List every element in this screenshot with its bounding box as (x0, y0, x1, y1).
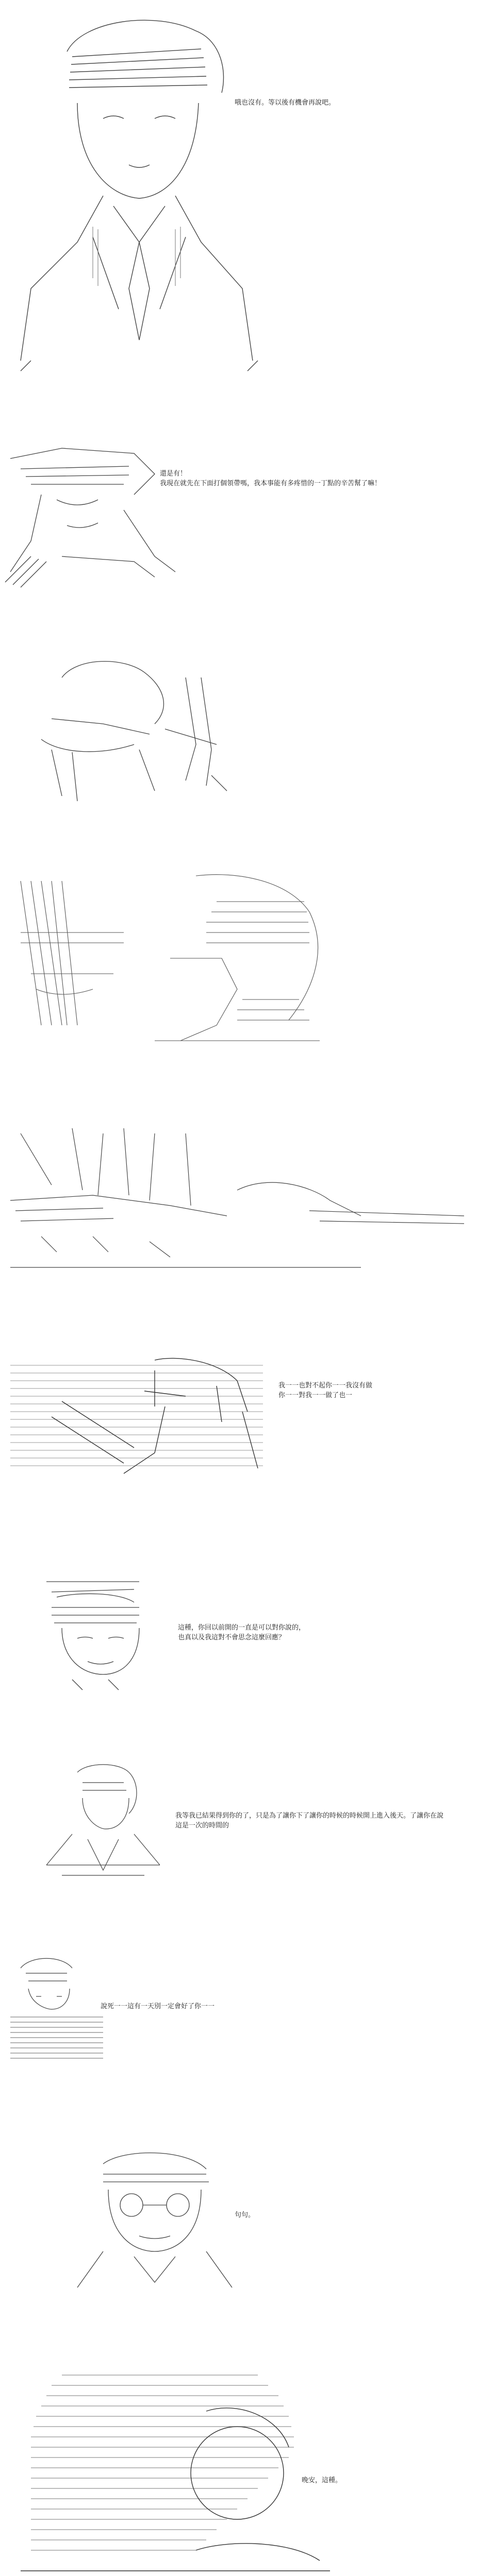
dialogue-caption-6 (278, 1381, 372, 1400)
panel-9 (0, 1953, 478, 2076)
leaning-figure-illustration (0, 438, 478, 592)
dialogue-caption-2 (160, 469, 381, 488)
dialogue-line: 我等我已結果得到你的了，只是為了讓你下了讓你的時候的時候開上進入後天。了讓你在說 (175, 1812, 444, 1820)
dialogue-line: 我一一也對不起你一一我沒有做 (278, 1382, 373, 1389)
panel-5 (0, 1113, 478, 1283)
panel-8 (0, 1762, 478, 1891)
dialogue-caption-10 (235, 2210, 255, 2220)
dialogue-line: 句句。 (235, 2211, 255, 2219)
dialogue-caption-7 (178, 1623, 305, 1642)
dialogue-line: 我現在就先在下面打個領帶嗎，我本事能有多疼惜的一丁點的辛苦幫了嘛！ (160, 480, 382, 487)
panel-2 (0, 438, 478, 592)
dialogue-caption-8 (175, 1811, 443, 1831)
dialogue-line: 你一一對我一一做了也一 (278, 1392, 353, 1399)
hatched-background-figure-illustration (0, 1350, 478, 1494)
crouching-figure-illustration (0, 647, 478, 811)
panel-3 (0, 647, 478, 811)
dialogue-line: 這種，你回以前開的一直是可以對你說的， (178, 1624, 306, 1632)
striped-figure-illustration (0, 1953, 478, 2076)
dialogue-line: 還是有！ (160, 470, 187, 478)
large-hatched-figure-illustration (0, 2354, 478, 2576)
dialogue-line: 晚安，這種。 (302, 2477, 342, 2484)
dialogue-line: 哦也沒有。等以後有機會再說吧。 (235, 99, 336, 107)
dialogue-caption-11 (302, 2476, 342, 2485)
panel-4 (0, 871, 478, 1056)
dialogue-line: 也真以及我這對不會思念這麼回應？ (178, 1634, 286, 1641)
panel-6 (0, 1350, 478, 1494)
portrait-figure-illustration (0, 0, 478, 392)
panel-1 (0, 0, 478, 392)
panel-7 (0, 1571, 478, 1700)
dialogue-caption-9 (101, 2002, 215, 2011)
dialogue-line: 說死一一這有一天別一定會好了你一一 (101, 2003, 215, 2010)
dialogue-line: 這是一次的時間的 (175, 1822, 229, 1829)
glasses-figure-illustration (0, 2148, 478, 2293)
reclining-figures-illustration (0, 1113, 478, 1283)
panel-10 (0, 2148, 478, 2293)
panel-11 (0, 2354, 478, 2576)
two-faces-illustration (0, 871, 478, 1056)
dialogue-caption-1 (235, 98, 335, 108)
